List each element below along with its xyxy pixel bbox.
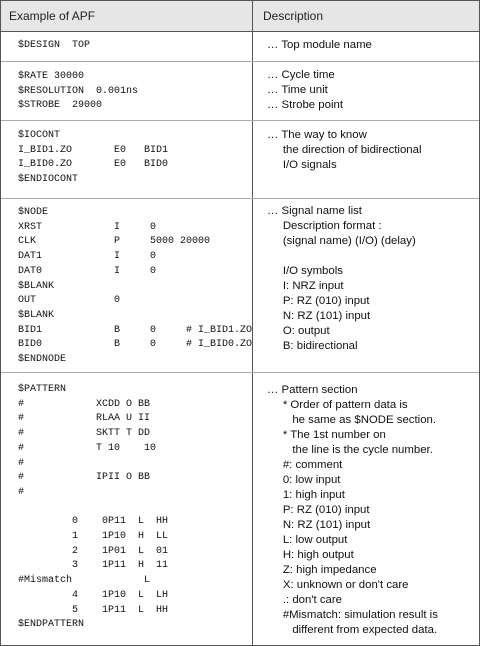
row-divider <box>1 120 479 121</box>
row-divider <box>1 372 479 373</box>
table-header <box>1 1 479 32</box>
code-design: $DESIGN TOP <box>18 40 91 51</box>
code-iocont: $IOCONT I_BID1.ZO E0 BID1 I_BID0.ZO E0 BID0 $ENDIOCONT <box>18 130 169 186</box>
desc-design: … Top module name <box>267 39 372 51</box>
row-divider <box>1 198 479 199</box>
desc-rate: … Cycle time … Time unit … Strobe point <box>267 69 343 111</box>
code-node: $NODE XRST I 0 CLK P 5000 20000 DAT1 I 0 DAT0 I 0 $BLANK OUT 0 $BLANK BID1 B 0 # I_BID1.ZO BID0 B 0 # I_BID0.ZO $ENDNODE <box>18 207 253 366</box>
desc-iocont: … The way to know the direction of bidirectional I/O signals <box>267 129 422 171</box>
desc-pattern: … Pattern section * Order of pattern data is he same as $NODE section. * The 1st number on the line is the cycle number. #: comment 0: low input 1: high input P: RZ (010) input N: RZ (101) input L: low output H: high output Z: high impedance X: unknown or don't care .: don't care #Mismatch: simulation result is different from expected data. <box>267 384 438 636</box>
code-pattern: $PATTERN # XCDD O BB # RLAA U II # SKTT T DD # T 10 10 # # IPII O BB # 0 0P11 L HH 1 1P10 H LL 2 1P01 L 01 3 1P11 H 11 #Mismatch L 4 1P10 L LH 5 1P11 L HH $ENDPATTERN <box>18 384 169 631</box>
row-divider <box>1 61 479 62</box>
header-description: Description <box>263 9 324 23</box>
header-example: Example of APF <box>9 9 96 23</box>
column-divider <box>252 1 253 645</box>
code-rate: $RATE 30000 $RESOLUTION 0.001ns $STROBE 29000 <box>18 71 139 112</box>
desc-node: … Signal name list Description format : (signal name) (I/O) (delay) I/O symbols I: NRZ input P: RZ (010) input N: RZ (101) input O: output B: bidirectional <box>267 205 416 352</box>
